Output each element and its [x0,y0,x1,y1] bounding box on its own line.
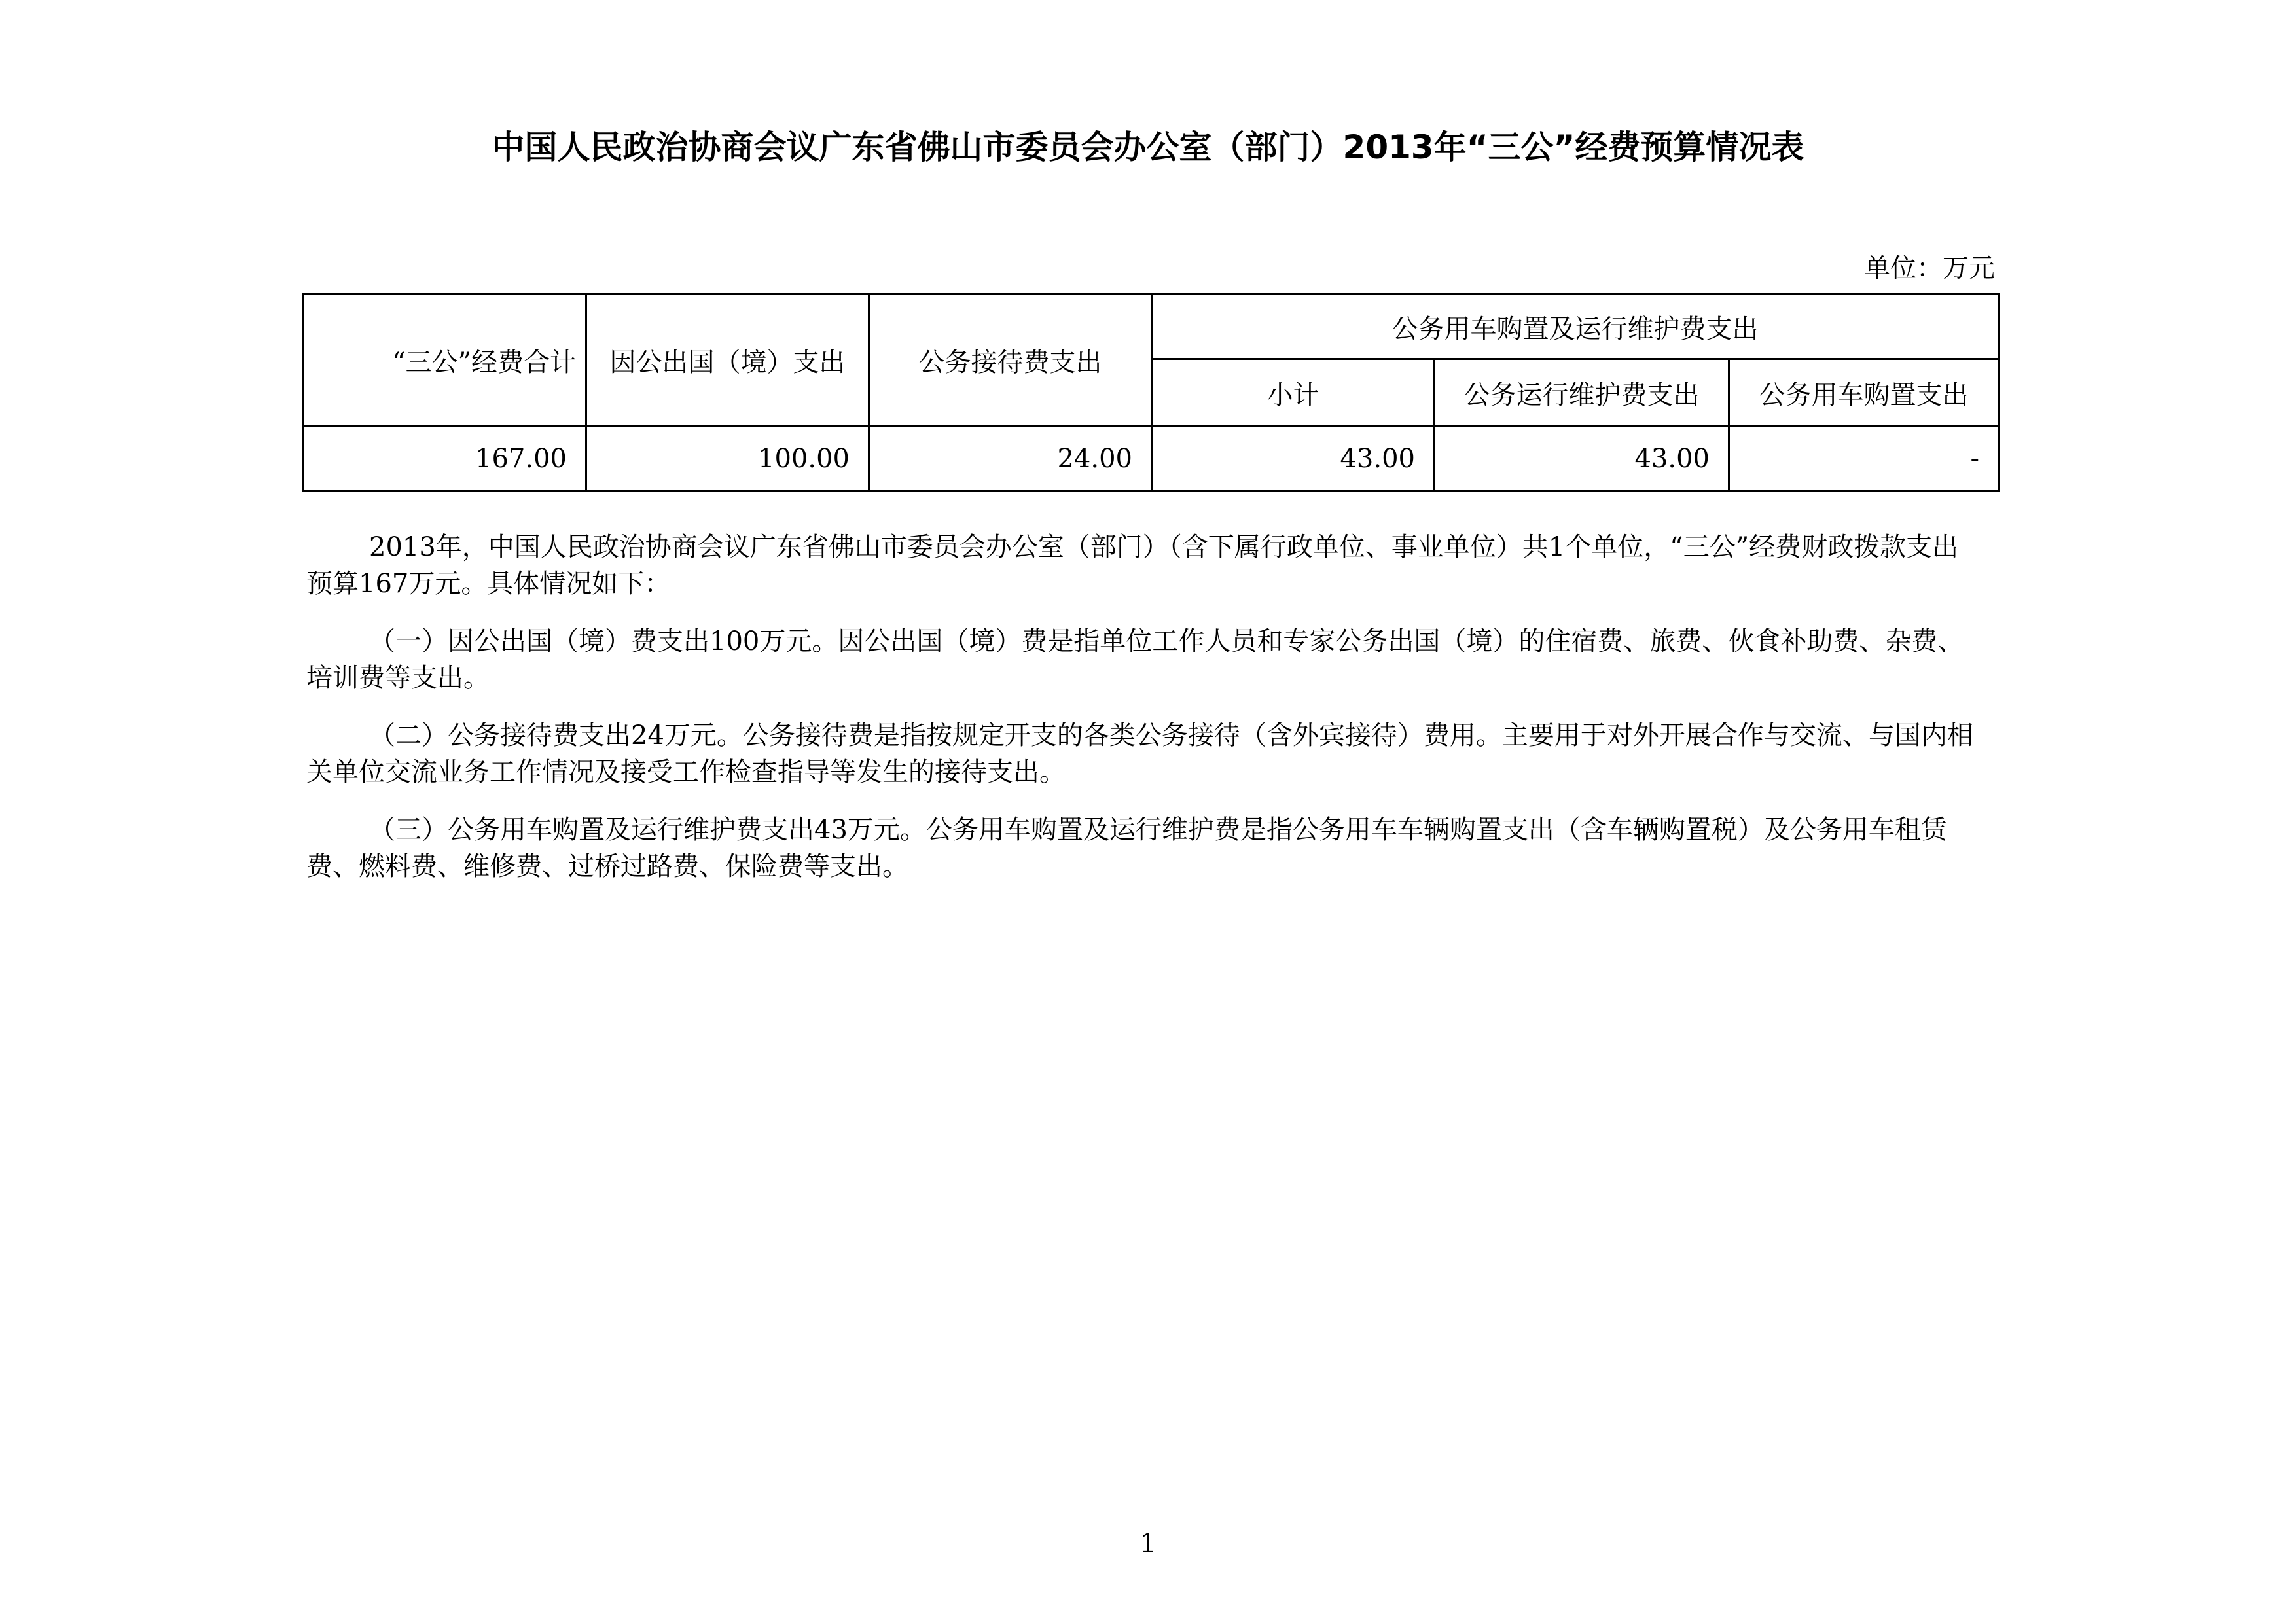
cell-reception: 24.00 [869,427,1152,491]
table-header-row [304,294,1999,359]
cell-vehicle-purchase: - [1729,427,1999,491]
header-total: “三公”经费合计 [304,294,586,427]
explanation-text [306,529,1982,906]
header-vehicle-operation: 公务运行维护费支出 [1435,359,1729,427]
cell-vehicle-operation: 43.00 [1435,427,1729,491]
unit-label: 单位：万元 [1864,253,1995,283]
header-vehicle-group: 公务用车购置及运行维护费支出 [1152,294,1999,359]
paragraph-summary: 2013年，中国人民政治协商会议广东省佛山市委员会办公室（部门）（含下属行政单位、事业单位）共1个单位，“三公”经费财政拨款支出预算167万元。具体情况如下： [306,532,1959,599]
paragraph-overseas: （一）因公出国（境）费支出100万元。因公出国（境）费是指单位工作人员和专家公务出国（境）的住宿费、旅费、伙食补助费、杂费、培训费等支出。 [306,626,1964,693]
cell-vehicle-subtotal: 43.00 [1152,427,1435,491]
paragraph-vehicle: （三）公务用车购置及运行维护费支出43万元。公务用车购置及运行维护费是指公务用车车辆购置支出（含车辆购置税）及公务用车租赁费、燃料费、维修费、过桥过路费、保险费等支出。 [306,815,1947,882]
cell-total: 167.00 [304,427,586,491]
header-vehicle-subtotal: 小计 [1152,359,1435,427]
paragraph-reception: （二）公务接待费支出24万元。公务接待费是指按规定开支的各类公务接待（含外宾接待）费用。主要用于对外开展合作与交流、与国内相关单位交流业务工作情况及接受工作检查指导等发生的接待支出。 [306,721,1973,787]
header-reception: 公务接待费支出 [869,294,1152,427]
cell-overseas: 100.00 [586,427,869,491]
header-overseas: 因公出国（境）支出 [586,294,869,427]
table-row [304,427,1999,491]
header-vehicle-purchase: 公务用车购置支出 [1729,359,1999,427]
page-number: 1 [1139,1529,1157,1559]
budget-table [302,293,2000,492]
document-title: 中国人民政治协商会议广东省佛山市委员会办公室（部门）2013年“三公”经费预算情况表 [492,128,1804,166]
